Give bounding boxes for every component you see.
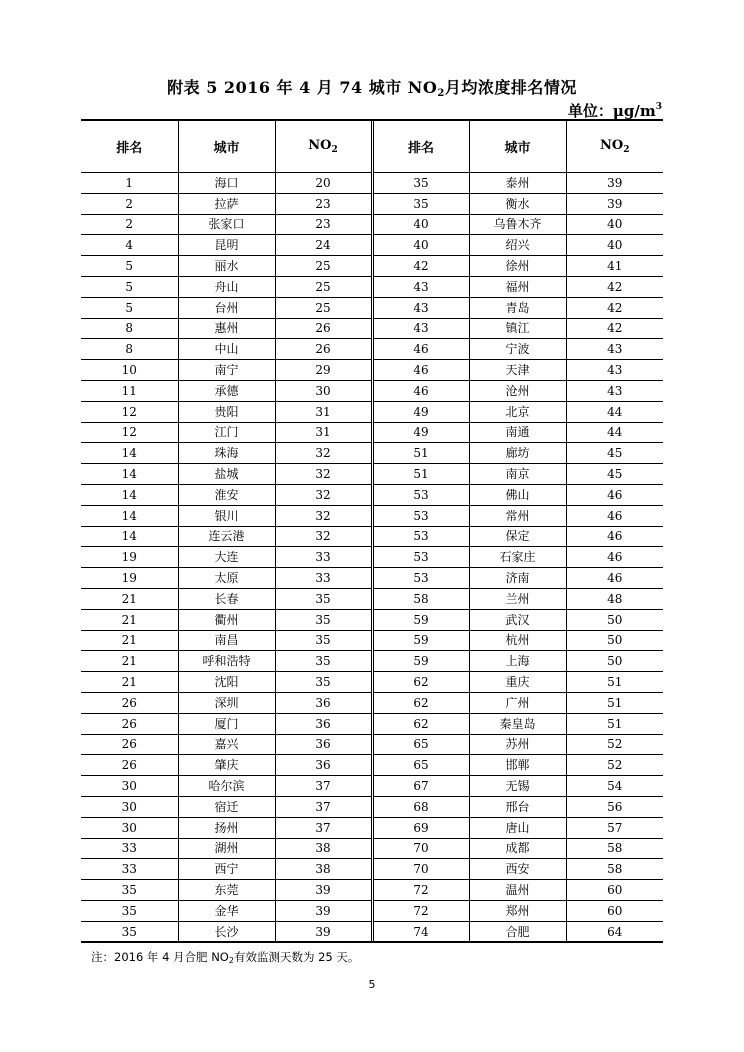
cell-city-right: 徐州 (469, 256, 566, 277)
cell-city-left: 扬州 (178, 817, 275, 838)
table-row (81, 526, 663, 547)
cell-rank-left: 30 (81, 776, 178, 797)
header-no2-base: NO (600, 138, 624, 153)
table-row (81, 193, 663, 214)
cell-rank-left: 12 (81, 401, 178, 422)
cell-no2-right: 43 (566, 380, 663, 401)
cell-rank-left: 21 (81, 609, 178, 630)
cell-city-right: 廊坊 (469, 443, 566, 464)
table-row (81, 755, 663, 776)
cell-no2-left: 32 (275, 505, 372, 526)
table-row (81, 401, 663, 422)
cell-rank-left: 8 (81, 339, 178, 360)
cell-no2-left: 25 (275, 256, 372, 277)
cell-city-right: 合肥 (469, 921, 566, 941)
cell-no2-right: 51 (566, 713, 663, 734)
cell-no2-left: 24 (275, 235, 372, 256)
cell-city-right: 青岛 (469, 297, 566, 318)
cell-rank-right: 72 (372, 900, 469, 921)
cell-no2-right: 50 (566, 651, 663, 672)
cell-no2-right: 52 (566, 734, 663, 755)
cell-city-left: 银川 (178, 505, 275, 526)
cell-city-right: 邯郸 (469, 755, 566, 776)
cell-rank-right: 53 (372, 484, 469, 505)
cell-rank-right: 72 (372, 880, 469, 901)
table-row (81, 776, 663, 797)
title-suffix: 月均浓度排名情况 (444, 78, 577, 97)
cell-city-left: 张家口 (178, 214, 275, 235)
cell-city-right: 天津 (469, 360, 566, 381)
table-row (81, 900, 663, 921)
cell-city-left: 昆明 (178, 235, 275, 256)
table-row (81, 880, 663, 901)
cell-city-left: 承德 (178, 380, 275, 401)
table-row (81, 484, 663, 505)
cell-no2-left: 32 (275, 464, 372, 485)
cell-city-right: 济南 (469, 568, 566, 589)
cell-no2-right: 51 (566, 672, 663, 693)
cell-rank-right: 59 (372, 609, 469, 630)
cell-no2-right: 60 (566, 880, 663, 901)
cell-rank-left: 21 (81, 651, 178, 672)
ranking-table (81, 121, 663, 941)
cell-rank-right: 43 (372, 276, 469, 297)
cell-city-left: 大连 (178, 547, 275, 568)
cell-city-right: 杭州 (469, 630, 566, 651)
cell-no2-right: 50 (566, 630, 663, 651)
cell-rank-left: 30 (81, 817, 178, 838)
cell-rank-left: 1 (81, 173, 178, 194)
cell-no2-right: 39 (566, 193, 663, 214)
cell-no2-right: 44 (566, 401, 663, 422)
cell-no2-right: 40 (566, 214, 663, 235)
cell-rank-right: 43 (372, 297, 469, 318)
table-row (81, 360, 663, 381)
cell-city-left: 宿迁 (178, 796, 275, 817)
title-prefix: 附表 5 2016 年 4 月 74 城市 NO (167, 78, 438, 97)
cell-no2-left: 38 (275, 859, 372, 880)
footnote (91, 949, 359, 965)
cell-rank-right: 65 (372, 734, 469, 755)
cell-city-left: 太原 (178, 568, 275, 589)
header-city-right: 城市 (469, 121, 566, 173)
cell-no2-right: 42 (566, 297, 663, 318)
cell-rank-right: 62 (372, 713, 469, 734)
cell-rank-left: 11 (81, 380, 178, 401)
cell-city-right: 无锡 (469, 776, 566, 797)
cell-no2-left: 37 (275, 817, 372, 838)
cell-no2-left: 37 (275, 776, 372, 797)
cell-no2-left: 26 (275, 318, 372, 339)
cell-rank-right: 59 (372, 630, 469, 651)
unit-label (568, 100, 662, 121)
cell-rank-left: 2 (81, 193, 178, 214)
cell-rank-right: 46 (372, 380, 469, 401)
cell-city-right: 广州 (469, 692, 566, 713)
cell-no2-right: 43 (566, 339, 663, 360)
cell-no2-right: 50 (566, 609, 663, 630)
cell-no2-right: 44 (566, 422, 663, 443)
cell-no2-left: 32 (275, 443, 372, 464)
cell-city-left: 珠海 (178, 443, 275, 464)
cell-no2-right: 45 (566, 464, 663, 485)
cell-no2-left: 36 (275, 713, 372, 734)
cell-rank-left: 30 (81, 796, 178, 817)
cell-rank-left: 35 (81, 921, 178, 941)
cell-rank-left: 21 (81, 588, 178, 609)
table-row (81, 297, 663, 318)
cell-rank-right: 70 (372, 838, 469, 859)
cell-city-left: 南宁 (178, 360, 275, 381)
cell-rank-left: 5 (81, 256, 178, 277)
cell-rank-left: 35 (81, 900, 178, 921)
table-row (81, 692, 663, 713)
cell-city-left: 嘉兴 (178, 734, 275, 755)
cell-no2-right: 48 (566, 588, 663, 609)
cell-no2-right: 64 (607, 924, 623, 939)
cell-no2-right: 58 (566, 859, 663, 880)
cell-rank-right: 35 (372, 193, 469, 214)
header-no2-right (566, 121, 663, 173)
cell-no2-left: 35 (275, 588, 372, 609)
table-row (81, 339, 663, 360)
cell-no2-left: 33 (275, 568, 372, 589)
cell-rank-right: 42 (372, 256, 469, 277)
cell-rank-left: 14 (81, 484, 178, 505)
cell-rank-right: 68 (372, 796, 469, 817)
cell-city-right: 邢台 (469, 796, 566, 817)
cell-rank-left: 33 (81, 859, 178, 880)
cell-city-right: 上海 (469, 651, 566, 672)
cell-city-left: 呼和浩特 (178, 651, 275, 672)
table-row (81, 838, 663, 859)
cell-city-left: 惠州 (178, 318, 275, 339)
cell-rank-left: 26 (81, 734, 178, 755)
cell-city-left: 肇庆 (178, 755, 275, 776)
cell-rank-right: 53 (372, 505, 469, 526)
table-row (81, 796, 663, 817)
cell-no2-right: 51 (566, 692, 663, 713)
cell-city-right: 绍兴 (469, 235, 566, 256)
table-row (81, 276, 663, 297)
table-row (81, 609, 663, 630)
cell-no2-left: 39 (275, 921, 372, 941)
cell-no2-left: 25 (275, 297, 372, 318)
cell-no2-right: 60 (566, 900, 663, 921)
cell-no2-left: 31 (275, 422, 372, 443)
cell-no2-right: 45 (566, 443, 663, 464)
cell-rank-right: 53 (372, 568, 469, 589)
cell-rank-left: 10 (81, 360, 178, 381)
cell-city-right: 泰州 (469, 173, 566, 194)
cell-city-right: 南通 (469, 422, 566, 443)
ranking-table-container (81, 119, 663, 943)
cell-no2-left: 23 (275, 193, 372, 214)
cell-rank-right: 62 (372, 692, 469, 713)
cell-rank-right: 53 (372, 526, 469, 547)
cell-rank-left: 19 (81, 568, 178, 589)
cell-rank-right: 49 (372, 401, 469, 422)
cell-city-right: 福州 (469, 276, 566, 297)
note-prefix: 注：2016 年 4 月合肥 NO (91, 950, 229, 964)
cell-city-left: 中山 (178, 339, 275, 360)
cell-rank-right: 49 (372, 422, 469, 443)
cell-city-left: 南昌 (178, 630, 275, 651)
cell-no2-right: 40 (566, 235, 663, 256)
table-row (81, 859, 663, 880)
cell-rank-left: 14 (81, 443, 178, 464)
cell-no2-left: 39 (275, 880, 372, 901)
cell-city-left: 长春 (178, 588, 275, 609)
unit-superscript: 3 (655, 102, 662, 112)
cell-rank-left: 26 (81, 692, 178, 713)
cell-rank-right: 46 (372, 360, 469, 381)
cell-city-right: 石家庄 (469, 547, 566, 568)
cell-city-left: 湖州 (178, 838, 275, 859)
cell-no2-right: 57 (566, 817, 663, 838)
cell-no2-left: 38 (275, 838, 372, 859)
header-rank-right: 排名 (372, 121, 469, 173)
cell-no2-left: 26 (275, 339, 372, 360)
cell-city-left: 舟山 (178, 276, 275, 297)
cell-city-left: 台州 (178, 297, 275, 318)
cell-no2-left: 36 (275, 755, 372, 776)
cell-no2-left: 30 (275, 380, 372, 401)
cell-no2-left: 35 (275, 609, 372, 630)
cell-city-left: 海口 (178, 173, 275, 194)
cell-rank-left: 14 (81, 464, 178, 485)
cell-no2-right: 39 (566, 173, 663, 194)
header-no2-subscript: 2 (331, 145, 338, 155)
cell-no2-left: 39 (275, 900, 372, 921)
cell-rank-left: 19 (81, 547, 178, 568)
table-row (81, 173, 663, 194)
unit-prefix: 单位：μg/m (567, 102, 656, 120)
cell-city-right: 成都 (469, 838, 566, 859)
table-row (81, 921, 663, 941)
cell-rank-left: 21 (81, 672, 178, 693)
cell-no2-left: 25 (275, 276, 372, 297)
cell-city-right: 兰州 (469, 588, 566, 609)
cell-city-right: 保定 (469, 526, 566, 547)
cell-rank-right: 51 (372, 443, 469, 464)
cell-city-left: 深圳 (178, 692, 275, 713)
cell-city-left: 拉萨 (178, 193, 275, 214)
cell-city-left: 贵阳 (178, 401, 275, 422)
cell-city-right: 西安 (469, 859, 566, 880)
cell-no2-left: 32 (275, 526, 372, 547)
cell-city-right: 沧州 (469, 380, 566, 401)
cell-rank-left: 35 (81, 880, 178, 901)
cell-rank-right: 51 (372, 464, 469, 485)
cell-city-right: 衡水 (469, 193, 566, 214)
cell-no2-right: 58 (566, 838, 663, 859)
header-no2-base: NO (308, 138, 332, 153)
cell-no2-right: 43 (566, 360, 663, 381)
cell-rank-right: 69 (372, 817, 469, 838)
cell-city-left: 盐城 (178, 464, 275, 485)
cell-city-left: 衢州 (178, 609, 275, 630)
cell-no2-right: 42 (566, 276, 663, 297)
cell-rank-left: 21 (81, 630, 178, 651)
cell-no2-right: 52 (566, 755, 663, 776)
cell-rank-right: 58 (372, 588, 469, 609)
table-row (81, 256, 663, 277)
cell-rank-right: 70 (372, 859, 469, 880)
cell-city-left: 东莞 (178, 880, 275, 901)
cell-no2-left: 23 (275, 214, 372, 235)
cell-city-right: 郑州 (469, 900, 566, 921)
cell-rank-left: 26 (81, 755, 178, 776)
cell-no2-left: 35 (275, 672, 372, 693)
page-title (0, 75, 744, 99)
cell-rank-right: 43 (372, 318, 469, 339)
cell-no2-left: 31 (275, 401, 372, 422)
cell-city-right: 苏州 (469, 734, 566, 755)
cell-rank-right: 59 (372, 651, 469, 672)
header-city-left: 城市 (178, 121, 275, 173)
cell-rank-right: 40 (372, 235, 469, 256)
table-row (81, 588, 663, 609)
table-row (81, 713, 663, 734)
cell-rank-right: 35 (372, 173, 469, 194)
cell-city-right: 北京 (469, 401, 566, 422)
cell-no2-right: 46 (566, 505, 663, 526)
cell-city-right: 唐山 (469, 817, 566, 838)
cell-city-left: 长沙 (178, 921, 275, 941)
table-row (81, 318, 663, 339)
cell-rank-left: 33 (81, 838, 178, 859)
table-header-row (81, 121, 663, 173)
cell-rank-right: 65 (372, 755, 469, 776)
cell-rank-left: 14 (81, 526, 178, 547)
cell-city-left: 西宁 (178, 859, 275, 880)
title-subscript: 2 (437, 88, 445, 99)
cell-rank-right: 62 (372, 672, 469, 693)
cell-rank-left: 12 (81, 422, 178, 443)
table-row (81, 235, 663, 256)
cell-rank-left: 14 (81, 505, 178, 526)
cell-city-left: 沈阳 (178, 672, 275, 693)
note-suffix: 有效监测天数为 25 天。 (233, 950, 360, 964)
table-row (81, 547, 663, 568)
cell-rank-right: 53 (372, 547, 469, 568)
cell-no2-left: 35 (275, 651, 372, 672)
table-row (81, 505, 663, 526)
cell-city-right: 佛山 (469, 484, 566, 505)
cell-city-right: 乌鲁木齐 (469, 214, 566, 235)
cell-rank-left: 4 (81, 235, 178, 256)
cell-no2-left: 20 (275, 173, 372, 194)
cell-no2-left: 36 (275, 692, 372, 713)
cell-rank-right: 74 (372, 921, 469, 941)
table-row (81, 422, 663, 443)
cell-no2-right: 46 (566, 526, 663, 547)
cell-city-right: 武汉 (469, 609, 566, 630)
cell-rank-left: 26 (81, 713, 178, 734)
table-row (81, 630, 663, 651)
cell-no2-right: 41 (566, 256, 663, 277)
table-row (81, 734, 663, 755)
note-subscript: 2 (228, 956, 234, 965)
header-no2-left (275, 121, 372, 173)
table-row (81, 380, 663, 401)
cell-city-right: 温州 (469, 880, 566, 901)
cell-city-left: 厦门 (178, 713, 275, 734)
table-row (81, 672, 663, 693)
cell-city-right: 秦皇岛 (469, 713, 566, 734)
cell-city-left: 哈尔滨 (178, 776, 275, 797)
cell-no2-right: 56 (566, 796, 663, 817)
cell-no2-left: 29 (275, 360, 372, 381)
cell-no2-right: 46 (566, 568, 663, 589)
cell-no2-left: 32 (275, 484, 372, 505)
table-row (81, 568, 663, 589)
cell-rank-right: 67 (372, 776, 469, 797)
cell-rank-left: 8 (81, 318, 178, 339)
cell-rank-left: 2 (81, 214, 178, 235)
cell-rank-right: 40 (372, 214, 469, 235)
cell-city-right: 宁波 (469, 339, 566, 360)
cell-city-left: 淮安 (178, 484, 275, 505)
header-no2-subscript: 2 (623, 145, 630, 155)
cell-city-left: 金华 (178, 900, 275, 921)
cell-rank-left: 5 (81, 276, 178, 297)
cell-city-left: 丽水 (178, 256, 275, 277)
cell-city-right: 重庆 (469, 672, 566, 693)
table-row (81, 443, 663, 464)
cell-no2-right: 46 (566, 484, 663, 505)
cell-rank-right: 46 (372, 339, 469, 360)
cell-no2-right: 46 (566, 547, 663, 568)
cell-no2-right: 54 (566, 776, 663, 797)
table-row (81, 651, 663, 672)
cell-rank-left: 5 (81, 297, 178, 318)
cell-city-right: 常州 (469, 505, 566, 526)
cell-no2-left: 33 (275, 547, 372, 568)
header-rank-left: 排名 (81, 121, 178, 173)
page-number: 5 (368, 978, 376, 991)
cell-no2-left: 35 (275, 630, 372, 651)
cell-city-left: 江门 (178, 422, 275, 443)
cell-no2-right: 42 (566, 318, 663, 339)
table-body (81, 173, 663, 942)
cell-no2-left: 36 (275, 734, 372, 755)
cell-no2-left: 37 (275, 796, 372, 817)
cell-city-right: 南京 (469, 464, 566, 485)
cell-city-left: 连云港 (178, 526, 275, 547)
table-row (81, 464, 663, 485)
cell-city-right: 镇江 (469, 318, 566, 339)
table-row (81, 214, 663, 235)
table-row (81, 817, 663, 838)
